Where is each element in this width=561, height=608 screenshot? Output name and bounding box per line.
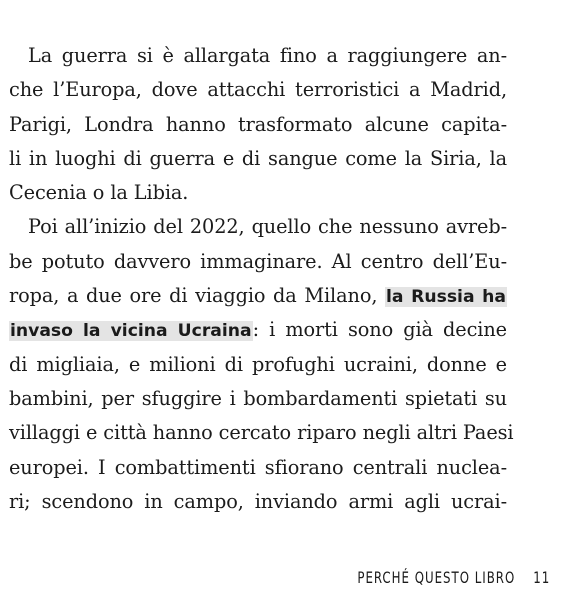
highlighted-phrase: invaso la vicina Ucraina [10, 321, 252, 342]
page-body [9, 39, 514, 519]
text-line: li in luoghi di guerra e di sangue come la Siria, la [9, 146, 507, 170]
paragraph-1 [9, 39, 507, 210]
text-line: Parigi, Londra hanno trasformato alcune capita- [9, 112, 507, 136]
text-segment: : i morti sono già decine [252, 318, 507, 342]
highlighted-phrase: la Russia ha [386, 287, 506, 308]
text-line: di migliaia, e milioni di profughi ucraini, donne e [9, 352, 507, 376]
text-line: La guerra si è allargata fino a raggiungere an- [28, 44, 507, 67]
text-line: villaggi e città hanno cercato riparo negli altri Paesi [9, 421, 514, 445]
text-line: be potuto davvero immaginare. Al centro dell’Eu- [9, 249, 507, 273]
text-line: che l’Europa, dove attacchi terroristici a Madrid, [9, 78, 507, 102]
text-line: Cecenia o la Libia. [9, 181, 189, 205]
text-line: bambini, per sfuggire i bombardamenti spietati su [9, 386, 507, 410]
running-head: PERCHÉ QUESTO LIBRO [357, 568, 515, 587]
page-footer [357, 568, 550, 587]
text-line: Poi all’inizio del 2022, quello che nessuno avreb- [28, 215, 507, 239]
page-number: 11 [533, 568, 550, 587]
text-line: europei. I combattimenti sfiorano centrali nuclea- [9, 455, 507, 479]
paragraph-2 [9, 210, 514, 519]
text-line [9, 279, 507, 313]
text-line: ri; scendono in campo, inviando armi agli ucrai- [9, 489, 507, 513]
text-segment: ropa, a due ore di viaggio da Milano, [9, 284, 386, 308]
text-line [9, 313, 507, 347]
